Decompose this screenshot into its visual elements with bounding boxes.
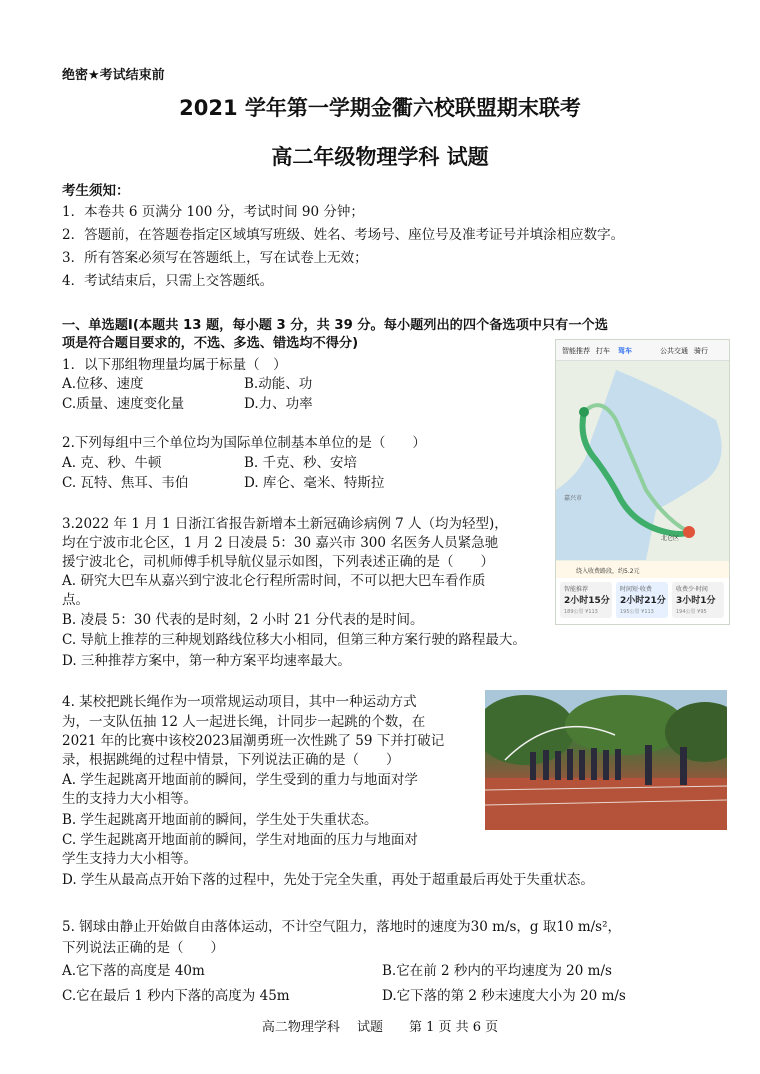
- q4-option-c-cont: 学生支持力大小相等。: [62, 851, 197, 867]
- q3-option-c: C. 导航上推荐的三种规划路线位移大小相同，但第三种方案行驶的路程最大。: [62, 632, 526, 648]
- q4-stem-line: 4. 某校把跳长绳作为一项常规运动项目，其中一种运动方式: [62, 694, 417, 710]
- q4-option-d: D. 学生从最高点开始下落的过程中，先处于完全失重，再处于超重最后再处于失重状态。: [62, 872, 594, 888]
- q3-stem-line: 援宁波北仑，司机师傅手机导航仪显示如图，下列表述正确的是（ ）: [62, 554, 494, 570]
- route-time: 3小时1分: [676, 596, 716, 606]
- q4-option-a-cont: 生的支持力大小相等。: [62, 791, 197, 807]
- section-heading: 一、单选题Ⅰ(本题共 13 题，每小题 3 分，共 39 分。每小题列出的四个备选项中只有一个选: [62, 318, 608, 333]
- page-footer: 高二物理学科 试题 第 1 页 共 6 页: [261, 1020, 499, 1035]
- q2-option-b: B. 千克、秒、安培: [244, 455, 358, 471]
- q3-option-a: A. 研究大巴车从嘉兴到宁波北仑行程所需时间，不可以把大巴车看作质: [62, 573, 486, 589]
- q4-stem-line: 录，根据跳绳的过程中情景，下列说法正确的是（ ）: [62, 752, 400, 768]
- q5-option-b: B.它在前 2 秒内的平均速度为 20 m/s: [382, 963, 612, 979]
- q1-option-d: D.力、功率: [244, 396, 313, 412]
- q3-option-a-cont: 点。: [62, 592, 89, 608]
- q4-stem-line: 为，一支队伍抽 12 人一起进长绳，计同步一起跳的个数，在: [62, 714, 426, 730]
- route-tag: 智能推荐: [564, 586, 589, 593]
- route-info: 194公里 ¥95: [676, 609, 707, 615]
- map-tab: 智能推荐: [562, 347, 590, 355]
- route-time: 2小时21分: [620, 596, 666, 606]
- route-option: [672, 582, 724, 618]
- jump-rope-photo: [485, 690, 727, 830]
- map-label-origin: 嘉兴市: [564, 495, 583, 502]
- q2-option-a: A. 克、秒、牛顿: [62, 455, 162, 471]
- q1-option-a: A.位移、速度: [62, 376, 144, 392]
- q3-stem-line: 均在宁波市北仑区，1 月 2 日凌晨 5：30 嘉兴市 300 名医务人员紧急驰: [62, 535, 499, 551]
- map-tab: 驾车: [618, 347, 632, 355]
- q5-option-d: D.它下落的第 2 秒末速度大小为 20 m/s: [382, 988, 626, 1004]
- q4-option-c: C. 学生起跳离开地面前的瞬间，学生对地面的压力与地面对: [62, 832, 418, 848]
- q3-option-d: D. 三种推荐方案中，第一种方案平均速率最大。: [62, 653, 351, 669]
- q1-option-b: B.动能、功: [244, 376, 313, 392]
- q4-option-a: A. 学生起跳离开地面前的瞬间，学生受到的重力与地面对学: [62, 772, 418, 788]
- route-info: 189公里 ¥113: [564, 609, 598, 615]
- q2-stem: 2.下列每组中三个单位均为国际单位制基本单位的是（ ）: [62, 435, 426, 451]
- q2-option-c: C. 瓦特、焦耳、韦伯: [62, 475, 189, 491]
- notice-item: 1．本卷共 6 页满分 100 分，考试时间 90 分钟；: [62, 204, 364, 220]
- section-heading-cont: 项是符合题目要求的，不选、多选、错选均不得分): [62, 336, 359, 351]
- notice-item: 4．考试结束后，只需上交答题纸。: [62, 273, 274, 289]
- q5-option-a: A.它下落的高度是 40m: [62, 963, 205, 979]
- route-option: [616, 582, 668, 618]
- notice-heading: 考生须知：: [62, 183, 130, 199]
- q2-option-d: D. 库仑、毫米、特斯拉: [244, 475, 385, 491]
- route-option: [560, 582, 612, 618]
- exam-title: 2021 学年第一学期金衢六校联盟期末联考: [179, 96, 581, 120]
- map-label-destination: 北仑区: [661, 535, 680, 542]
- map-route-drawing: [556, 360, 729, 560]
- route-options: [556, 578, 729, 624]
- q4-stem-line: 2021 年的比赛中该校2023届潮勇班一次性跳了 59 下并打破记: [62, 733, 445, 749]
- map-toll-tip: [556, 561, 729, 578]
- route-info: 195公里 ¥113: [620, 609, 654, 615]
- q3-option-b: B. 凌晨 5：30 代表的是时刻，2 小时 21 分代表的是时间。: [62, 612, 424, 628]
- q3-stem-line: 3.2022 年 1 月 1 日浙江省报告新增本土新冠确诊病例 7 人（均为轻型)，: [62, 516, 508, 532]
- exam-subtitle: 高二年级物理学科 试题: [271, 145, 489, 169]
- map-tab: 骑行: [694, 347, 708, 355]
- route-tag: 时间短·收费: [620, 586, 652, 593]
- map-tab: 公共交通: [660, 347, 688, 355]
- notice-item: 2．答题前，在答题卷指定区域填写班级、姓名、考场号、座位号及准考证号并填涂相应数字。: [62, 227, 625, 243]
- q5-stem-line: 5. 钢球由静止开始做自由落体运动，不计空气阻力，落地时的速度为30 m/s，g 取10 m/s²，: [62, 919, 622, 935]
- map-tab-bar: [556, 340, 729, 361]
- q5-stem-line: 下列说法正确的是（ ）: [62, 940, 224, 956]
- route-tag: 收费少·时间: [676, 586, 708, 593]
- route-time: 2小时15分: [564, 596, 610, 606]
- q5-option-c: C.它在最后 1 秒内下落的高度为 45m: [62, 988, 290, 1004]
- notice-item: 3．所有答案必须写在答题纸上，写在试卷上无效；: [62, 250, 368, 266]
- confidential-mark: 绝密★考试结束前: [62, 68, 165, 83]
- map-tab: 打车: [596, 347, 610, 355]
- map-tip-text: 绕入收费路段，约5.2元: [576, 568, 640, 575]
- q1-option-c: C.质量、速度变化量: [62, 396, 185, 412]
- q4-option-b: B. 学生起跳离开地面前的瞬间，学生处于失重状态。: [62, 812, 378, 828]
- jump-rope-scene: [485, 690, 727, 830]
- navigation-map-image: [555, 339, 730, 625]
- q1-stem: 1．以下那组物理量均属于标量（ ）: [62, 357, 287, 373]
